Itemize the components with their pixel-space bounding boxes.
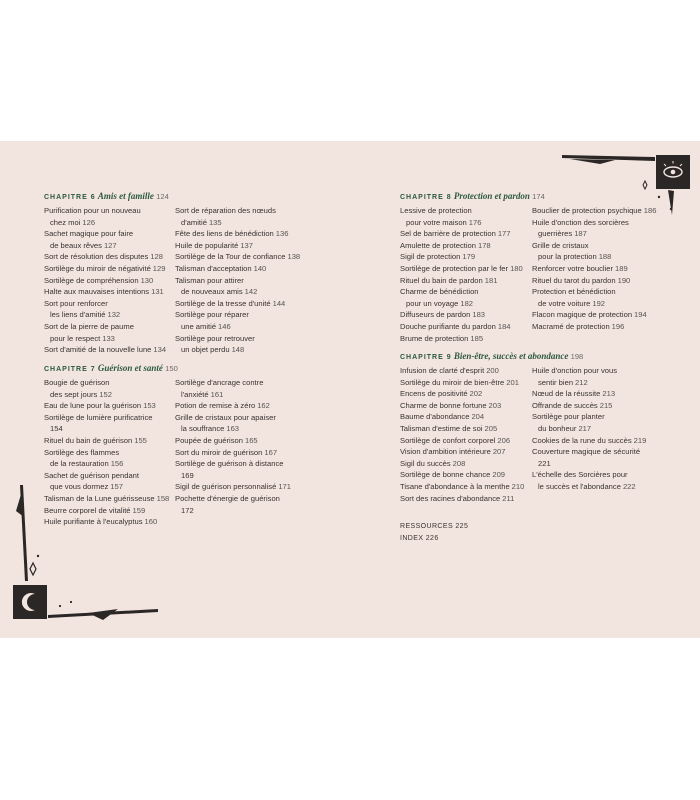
toc-entry-page: 162 [257, 401, 270, 411]
toc-entry-page: 163 [226, 424, 240, 434]
toc-entry-title: de beaux rêves [50, 240, 102, 250]
toc-entry-title: Sigil de protection [400, 252, 461, 262]
resources-page: 225 [455, 523, 469, 530]
toc-entry [175, 505, 305, 517]
toc-entry-page: 186 [643, 206, 657, 215]
toc-entry-title: du bonheur [538, 423, 577, 433]
toc-entry-title: Purification pour un nouveau [44, 206, 141, 215]
toc-entry-page: 161 [210, 389, 224, 399]
chapter-name: Guérison et santé [97, 363, 163, 373]
toc-entry-page: 194 [634, 310, 647, 320]
toc-entry [44, 423, 174, 435]
toc-entry [532, 435, 662, 447]
toc-entry-page: 133 [102, 333, 115, 343]
toc-entry-title: Sortilège de la tresse d'unité [175, 298, 271, 308]
toc-entry-title: Sortilège du miroir de bien-être [400, 377, 505, 387]
toc-entry-title: Sortilège de compréhension [44, 275, 139, 285]
toc-entry [400, 333, 530, 345]
toc-entry [532, 377, 662, 389]
toc-entry [400, 493, 530, 505]
toc-entry [44, 217, 174, 229]
toc-entry [532, 263, 662, 275]
toc-entry-page: 200 [486, 366, 499, 375]
toc-entry-title: des sept jours [50, 389, 98, 399]
index-entry [400, 533, 439, 545]
toc-entry-title: Rituel du tarot du pardon [532, 275, 616, 285]
toc-entry [175, 493, 305, 505]
toc-entry-page: 130 [140, 275, 154, 285]
toc-entry-page: 179 [462, 252, 476, 262]
toc-entry [175, 435, 305, 447]
toc-entry [175, 298, 305, 310]
toc-entry-page: 187 [574, 229, 587, 239]
chapter-9-col-2 [532, 365, 662, 493]
toc-entry [175, 309, 305, 321]
toc-entry-page: 165 [244, 435, 258, 445]
chapter-page: 198 [570, 352, 584, 361]
toc-entry [532, 286, 662, 298]
toc-entry-title: Sachet de guérison pendant [44, 470, 139, 480]
toc-entry [400, 228, 530, 240]
toc-entry-title: Tisane d'abondance à la menthe [400, 481, 510, 491]
toc-entry [400, 263, 530, 275]
toc-entry-title: Huile purifiante à l'eucalyptus [44, 517, 143, 527]
toc-entry-title: Huile d'onction des sorcières [532, 217, 629, 227]
toc-entry [175, 470, 305, 482]
toc-entry [175, 251, 305, 263]
toc-entry-page: 192 [592, 298, 606, 308]
toc-entry [400, 469, 530, 481]
toc-entry-title: Bouclier de protection psychique [532, 206, 642, 215]
toc-entry [400, 458, 530, 470]
chapter-7-col-2 [175, 377, 305, 516]
toc-entry-page: 176 [468, 217, 482, 227]
toc-entry-title: Huile de popularité [175, 240, 239, 250]
toc-entry-title: Sortilège du miroir de négativité [44, 263, 151, 273]
toc-entry-title: Lessive de protection [400, 206, 472, 215]
chapter-label: CHAPITRE 8 [400, 194, 452, 201]
toc-entry-page: 142 [244, 287, 258, 297]
toc-entry-title: Eau de lune pour la guérison [44, 401, 142, 411]
toc-entry-title: Sort d'amitié de la nouvelle lune [44, 345, 152, 355]
toc-entry [532, 275, 662, 287]
toc-entry-title: Sort de la pierre de paume [44, 321, 134, 331]
toc-entry [44, 286, 174, 298]
toc-entry-title: Sortilège de protection par le fer [400, 263, 509, 273]
toc-entry-page: 213 [602, 389, 616, 399]
toc-entry [175, 423, 305, 435]
toc-entry-title: Sortilège pour réparer [175, 310, 249, 320]
toc-entry-title: Talisman d'estime de soi [400, 423, 483, 433]
toc-entry [532, 251, 662, 263]
toc-entry-title: Talisman pour attirer [175, 275, 244, 285]
toc-entry-page: 189 [615, 263, 628, 273]
toc-entry [44, 333, 174, 345]
toc-entry [532, 411, 662, 423]
toc-entry-title: Nœud de la réussite [532, 389, 601, 399]
toc-entry-page: 140 [253, 263, 267, 273]
toc-entry [532, 446, 662, 458]
toc-entry-page: 215 [599, 400, 613, 410]
toc-entry-title: Sort du miroir de guérison [175, 447, 263, 457]
toc-entry [44, 205, 174, 217]
toc-entry [175, 481, 305, 493]
toc-entry [400, 298, 530, 310]
toc-entry-page: 209 [492, 470, 506, 480]
toc-entry-title: Bougie de guérison [44, 378, 110, 387]
toc-entry [400, 251, 530, 263]
toc-entry-title: Sigil du succès [400, 458, 451, 468]
toc-entry-title: 221 [538, 458, 551, 468]
toc-entry-title: Sortilège pour retrouver [175, 333, 255, 343]
toc-entry-title: de nouveaux amis [181, 287, 243, 297]
toc-entry-title: Poupée de guérison [175, 435, 243, 445]
toc-entry [532, 388, 662, 400]
toc-entry-page: 188 [598, 252, 612, 262]
toc-entry-page: 156 [110, 459, 124, 469]
toc-entry-page: 127 [103, 240, 117, 250]
toc-entry-page: 138 [287, 252, 301, 262]
toc-entry [44, 240, 174, 252]
toc-entry-page: 182 [460, 298, 474, 308]
toc-entry [532, 309, 662, 321]
toc-entry [175, 286, 305, 298]
toc-entry [400, 446, 530, 458]
toc-entry-title: Sort des racines d'abondance [400, 493, 501, 503]
sparkle-icon [643, 181, 647, 189]
toc-entry-title: Macramé de protection [532, 321, 610, 331]
toc-entry [175, 447, 305, 459]
toc-entry-page: 183 [472, 310, 486, 320]
toc-entry-title: Renforcer votre bouclier [532, 263, 614, 273]
toc-entry [175, 389, 305, 401]
toc-entry-title: Sortilège de bonne chance [400, 470, 491, 480]
toc-entry-title: Flacon magique de protection [532, 310, 633, 320]
toc-entry [175, 321, 305, 333]
toc-entry-title: pour la protection [538, 252, 597, 262]
toc-entry-page: 129 [152, 263, 166, 273]
toc-entry-page: 181 [484, 275, 498, 285]
toc-entry-title: de la restauration [50, 459, 109, 469]
toc-entry-title: Sortilège des flammes [44, 447, 120, 457]
toc-entry-title: Sigil de guérison personnalisé [175, 482, 277, 492]
toc-entry-title: Brume de protection [400, 333, 469, 343]
toc-entry-page: 148 [231, 345, 245, 355]
toc-entry-title: guerrières [538, 229, 573, 239]
toc-entry-page: 178 [477, 240, 491, 250]
toc-entry-title: Halte aux mauvaises intentions [44, 287, 150, 297]
toc-entry-page: 185 [470, 333, 484, 343]
toc-entry-title: pour le respect [50, 333, 101, 343]
toc-entry [44, 275, 174, 287]
toc-entry [400, 205, 530, 217]
toc-entry [44, 389, 174, 401]
chapter-page: 150 [165, 364, 178, 373]
toc-entry-title: Potion de remise à zéro [175, 401, 256, 411]
toc-entry-page: 177 [497, 229, 511, 239]
toc-entry [532, 240, 662, 252]
index-label: INDEX [400, 535, 424, 542]
toc-entry [400, 309, 530, 321]
toc-entry-title: Grille de cristaux [532, 240, 589, 250]
toc-entry-title: Baume d'abondance [400, 412, 470, 422]
toc-entry [400, 377, 530, 389]
chapter-label: CHAPITRE 6 [44, 194, 96, 201]
toc-entry [44, 377, 174, 389]
chapter-page: 174 [532, 192, 545, 201]
toc-entry-page: 146 [218, 321, 231, 331]
toc-entry-title: Sortilège d'ancrage contre [175, 378, 264, 387]
toc-entry-title: Pochette d'énergie de guérison [175, 493, 280, 503]
toc-entry-title: Rituel du bain de pardon [400, 275, 483, 285]
toc-entry [175, 263, 305, 275]
toc-entry-title: Talisman de la Lune guérisseuse [44, 493, 155, 503]
toc-entry [532, 458, 662, 470]
toc-entry-page: 137 [240, 240, 253, 250]
toc-entry-page: 131 [151, 287, 164, 297]
toc-entry [400, 481, 530, 493]
toc-entry-title: Sel de barrière de protection [400, 229, 496, 239]
chapter-9-heading [400, 351, 680, 364]
toc-entry-page: 203 [488, 400, 502, 410]
toc-entry [532, 400, 662, 412]
toc-entry [44, 458, 174, 470]
toc-entry [400, 217, 530, 229]
toc-entry-page: 204 [471, 412, 485, 422]
toc-entry [44, 321, 174, 333]
toc-entry-page: 144 [272, 298, 286, 308]
toc-entry-title: de votre voiture [538, 298, 591, 308]
toc-entry-page: 134 [153, 345, 167, 355]
toc-entry [400, 240, 530, 252]
toc-entry [175, 228, 305, 240]
toc-entry [175, 217, 305, 229]
toc-entry-page: 171 [278, 482, 291, 492]
toc-entry-title: Sortilège pour planter [532, 412, 605, 422]
toc-entry-title: Charme de bonne fortune [400, 400, 487, 410]
toc-entry [44, 344, 174, 356]
toc-entry-page: 222 [622, 481, 636, 491]
toc-entry [400, 423, 530, 435]
toc-entry [175, 400, 305, 412]
toc-entry-title: 169 [181, 470, 194, 480]
toc-entry [400, 400, 530, 412]
toc-entry-title: Sachet magique pour faire [44, 229, 134, 239]
toc-entry [44, 447, 174, 459]
toc-entry-title: Sortilège de lumière purificatrice [44, 412, 153, 422]
toc-entry [175, 205, 305, 217]
chapter-9-col-1 [400, 365, 530, 504]
toc-entry [400, 411, 530, 423]
toc-entry-title: Sort de réparation des nœuds [175, 206, 276, 215]
toc-entry-page: 159 [132, 505, 146, 515]
toc-entry-title: Cookies de la rune du succès [532, 435, 632, 445]
toc-entry [532, 481, 662, 493]
toc-entry [175, 333, 305, 345]
chapter-6-col-1 [44, 205, 174, 356]
toc-entry-title: Douche purifiante du pardon [400, 321, 496, 331]
toc-entry [44, 470, 174, 482]
toc-entry [175, 412, 305, 424]
toc-entry-page: 152 [99, 389, 112, 399]
toc-entry-title: Offrande de succès [532, 400, 598, 410]
toc-entry-page: 210 [511, 481, 525, 491]
toc-entry-title: sentir bien [538, 377, 574, 387]
toc-entry-title: la souffrance [181, 424, 225, 434]
toc-entry-page: 205 [484, 423, 498, 433]
toc-entry-title: Diffuseurs de pardon [400, 310, 471, 320]
chapter-label: CHAPITRE 7 [44, 366, 96, 373]
toc-entry [532, 321, 662, 333]
toc-entry-page: 212 [575, 377, 588, 387]
toc-entry [44, 400, 174, 412]
toc-entry [400, 321, 530, 333]
toc-entry-title: pour un voyage [406, 298, 459, 308]
toc-entry-page: 158 [156, 493, 170, 503]
chapter-9-heading-wrap [400, 351, 680, 366]
toc-entry-title: une amitié [181, 321, 217, 331]
toc-entry-page: 160 [144, 517, 158, 527]
toc-entry-title: Huile d'onction pour vous [532, 366, 618, 375]
toc-entry-page: 128 [150, 252, 163, 262]
toc-entry-title: Sortilège de guérison à distance [175, 459, 284, 469]
toc-entry-page: 207 [492, 447, 506, 457]
toc-entry-title: Rituel du bain de guérison [44, 435, 133, 445]
chapter-name: Protection et pardon [453, 191, 530, 201]
chapter-6-heading-wrap [44, 191, 344, 206]
toc-entry-title: Sort de résolution des disputes [44, 252, 149, 262]
toc-entry [175, 458, 305, 470]
toc-entry [175, 344, 305, 356]
chapter-6-heading [44, 191, 344, 204]
toc-entry-page: 217 [578, 423, 592, 433]
toc-entry-page: 135 [208, 217, 222, 227]
toc-entry-page: 167 [264, 447, 278, 457]
chapter-7-heading [44, 363, 344, 376]
toc-entry-title: le succès et l'abondance [538, 481, 621, 491]
toc-entry [532, 423, 662, 435]
toc-entry [44, 298, 174, 310]
toc-entry-page: 132 [107, 310, 121, 320]
toc-entry-title: Vision d'ambition intérieure [400, 447, 491, 457]
toc-entry-title: Sortilège de confort corporel [400, 435, 496, 445]
toc-entry [175, 377, 305, 389]
book-spread [0, 141, 700, 638]
corner-ornament-top-right [560, 155, 690, 235]
toc-entry-title: l'anxiété [181, 389, 209, 399]
toc-entry-page: 126 [82, 217, 96, 227]
chapter-7-heading-wrap [44, 363, 344, 378]
toc-entry-title: Infusion de clarté d'esprit [400, 366, 485, 375]
index-page: 226 [425, 535, 439, 542]
toc-entry-title: que vous dormez [50, 482, 109, 492]
toc-entry [44, 251, 174, 263]
toc-entry-title: Couverture magique de sécurité [532, 447, 641, 457]
toc-entry-page: 136 [275, 229, 289, 239]
toc-entry-title: Encens de positivité [400, 389, 468, 399]
toc-entry-page: 180 [510, 263, 523, 273]
chapter-name: Bien-être, succès et abondance [453, 351, 569, 361]
toc-entry-title: L'échelle des Sorcières pour [532, 470, 628, 480]
toc-entry-title: chez moi [50, 217, 81, 227]
toc-entry [44, 412, 174, 424]
toc-entry-title: Amulette de protection [400, 240, 476, 250]
toc-entry-page: 201 [506, 377, 519, 387]
toc-entry-page: 206 [497, 435, 511, 445]
toc-entry [44, 228, 174, 240]
toc-entry-title: Fête des liens de bénédiction [175, 229, 274, 239]
toc-entry-page: 202 [469, 389, 483, 399]
toc-entry-page: 190 [617, 275, 631, 285]
toc-entry-title: Sort pour renforcer [44, 298, 108, 308]
toc-entry [400, 388, 530, 400]
toc-entry [532, 298, 662, 310]
toc-entry [532, 469, 662, 481]
toc-entry-page: 196 [611, 321, 625, 331]
toc-entry-title: Sortilège de la Tour de confiance [175, 252, 286, 262]
toc-entry [400, 365, 530, 377]
toc-entry-title: 172 [181, 505, 194, 515]
toc-entry-title: Grille de cristaux pour apaiser [175, 412, 276, 422]
toc-entry-page: 157 [110, 482, 123, 492]
toc-entry-title: Beurre corporel de vitalité [44, 505, 131, 515]
toc-entry [175, 275, 305, 287]
toc-entry [400, 435, 530, 447]
toc-entry [44, 435, 174, 447]
chapter-name: Amis et famille [97, 191, 154, 201]
toc-entry-page: 208 [452, 458, 466, 468]
toc-entry [400, 275, 530, 287]
toc-entry-title: Charme de bénédiction [400, 287, 479, 297]
resources-entry [400, 521, 468, 533]
toc-entry-title: 154 [50, 424, 63, 434]
corner-ornament-bottom-left [8, 481, 168, 631]
chapter-label: CHAPITRE 9 [400, 354, 452, 361]
toc-entry-title: Talisman d'acceptation [175, 263, 252, 273]
toc-entry-title: d'amitié [181, 217, 207, 227]
chapter-8-col-1 [400, 205, 530, 344]
chapter-page: 124 [156, 192, 169, 201]
toc-entry-page: 155 [134, 435, 147, 445]
toc-entry [44, 263, 174, 275]
toc-entry-title: un objet perdu [181, 345, 230, 355]
resources-label: RESSOURCES [400, 523, 454, 530]
toc-entry [44, 309, 174, 321]
toc-entry-title: les liens d'amitié [50, 310, 106, 320]
toc-entry [175, 240, 305, 252]
sparkle-icon [30, 563, 36, 575]
toc-entry-page: 219 [633, 435, 647, 445]
toc-entry-title: pour votre maison [406, 217, 467, 227]
toc-entry-page: 184 [497, 321, 511, 331]
chapter-6-col-2 [175, 205, 305, 356]
toc-entry-page: 153 [143, 401, 156, 411]
toc-entry [400, 286, 530, 298]
toc-entry-page: 211 [502, 493, 515, 503]
toc-entry [532, 365, 662, 377]
toc-entry-title: Protection et bénédiction [532, 287, 616, 297]
